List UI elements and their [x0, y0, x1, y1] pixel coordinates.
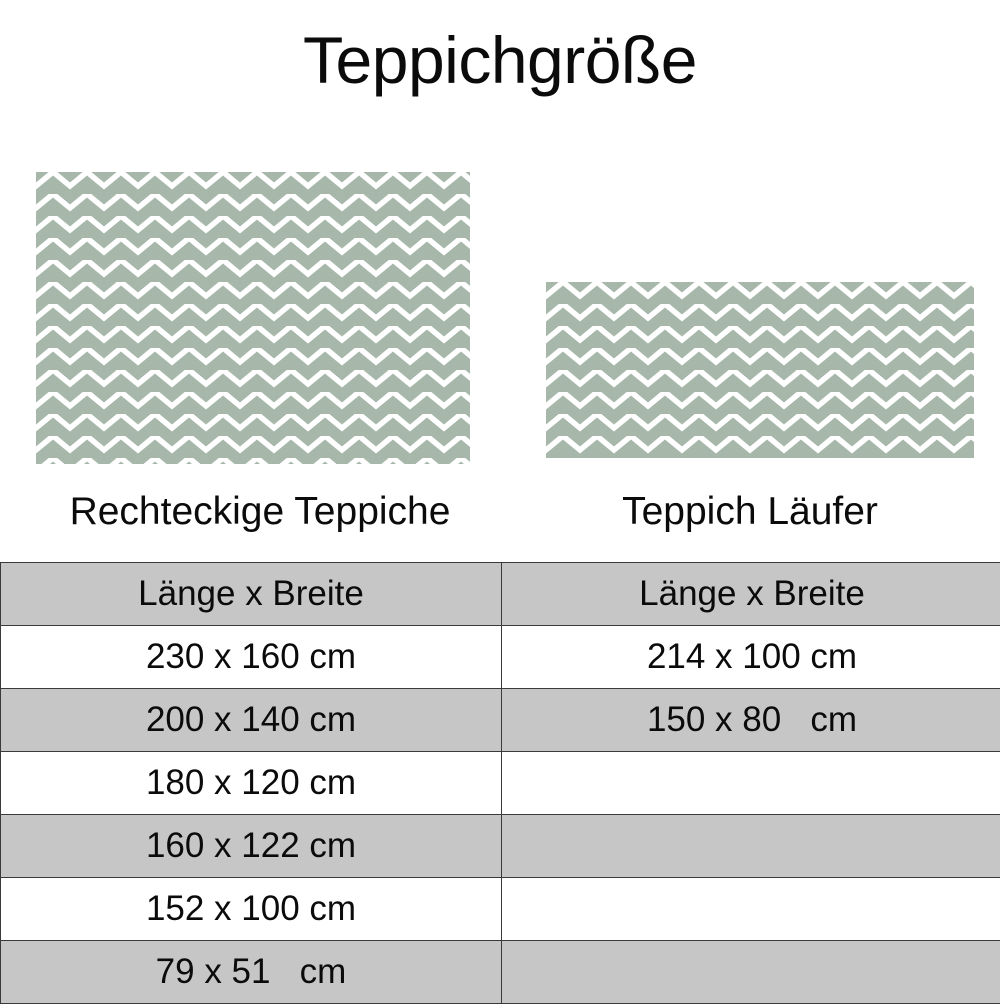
table-cell-right [502, 941, 1000, 1004]
runner-rug-swatch [546, 282, 974, 458]
table-cell-right [502, 878, 1000, 941]
rectangular-rug-swatch [36, 172, 470, 464]
chevron-pattern-icon [546, 282, 974, 458]
table-cell-left: 160 x 122 cm [1, 815, 502, 878]
table-row [1, 878, 1000, 941]
table-cell-left: 79 x 51 cm [1, 941, 502, 1004]
table-cell-header-right: Länge x Breite [502, 563, 1000, 626]
table-row [1, 689, 1000, 752]
table-cell-left: 200 x 140 cm [1, 689, 502, 752]
table-row [1, 626, 1000, 689]
table-row [1, 815, 1000, 878]
table-row [1, 752, 1000, 815]
table-cell-left: 230 x 160 cm [1, 626, 502, 689]
table-cell-right [502, 815, 1000, 878]
table-cell-right [502, 752, 1000, 815]
table-cell-right: 214 x 100 cm [502, 626, 1000, 689]
page-title: Teppichgröße [0, 22, 1000, 98]
chevron-pattern-icon [36, 172, 470, 464]
table-row [1, 563, 1000, 626]
runner-rug-caption: Teppich Läufer [510, 490, 990, 534]
table-cell-left: 180 x 120 cm [1, 752, 502, 815]
table-cell-header-left: Länge x Breite [1, 563, 502, 626]
table-cell-left: 152 x 100 cm [1, 878, 502, 941]
table-row [1, 941, 1000, 1004]
rectangular-rug-caption: Rechteckige Teppiche [20, 490, 500, 534]
size-table [0, 562, 1000, 1004]
table-cell-right: 150 x 80 cm [502, 689, 1000, 752]
